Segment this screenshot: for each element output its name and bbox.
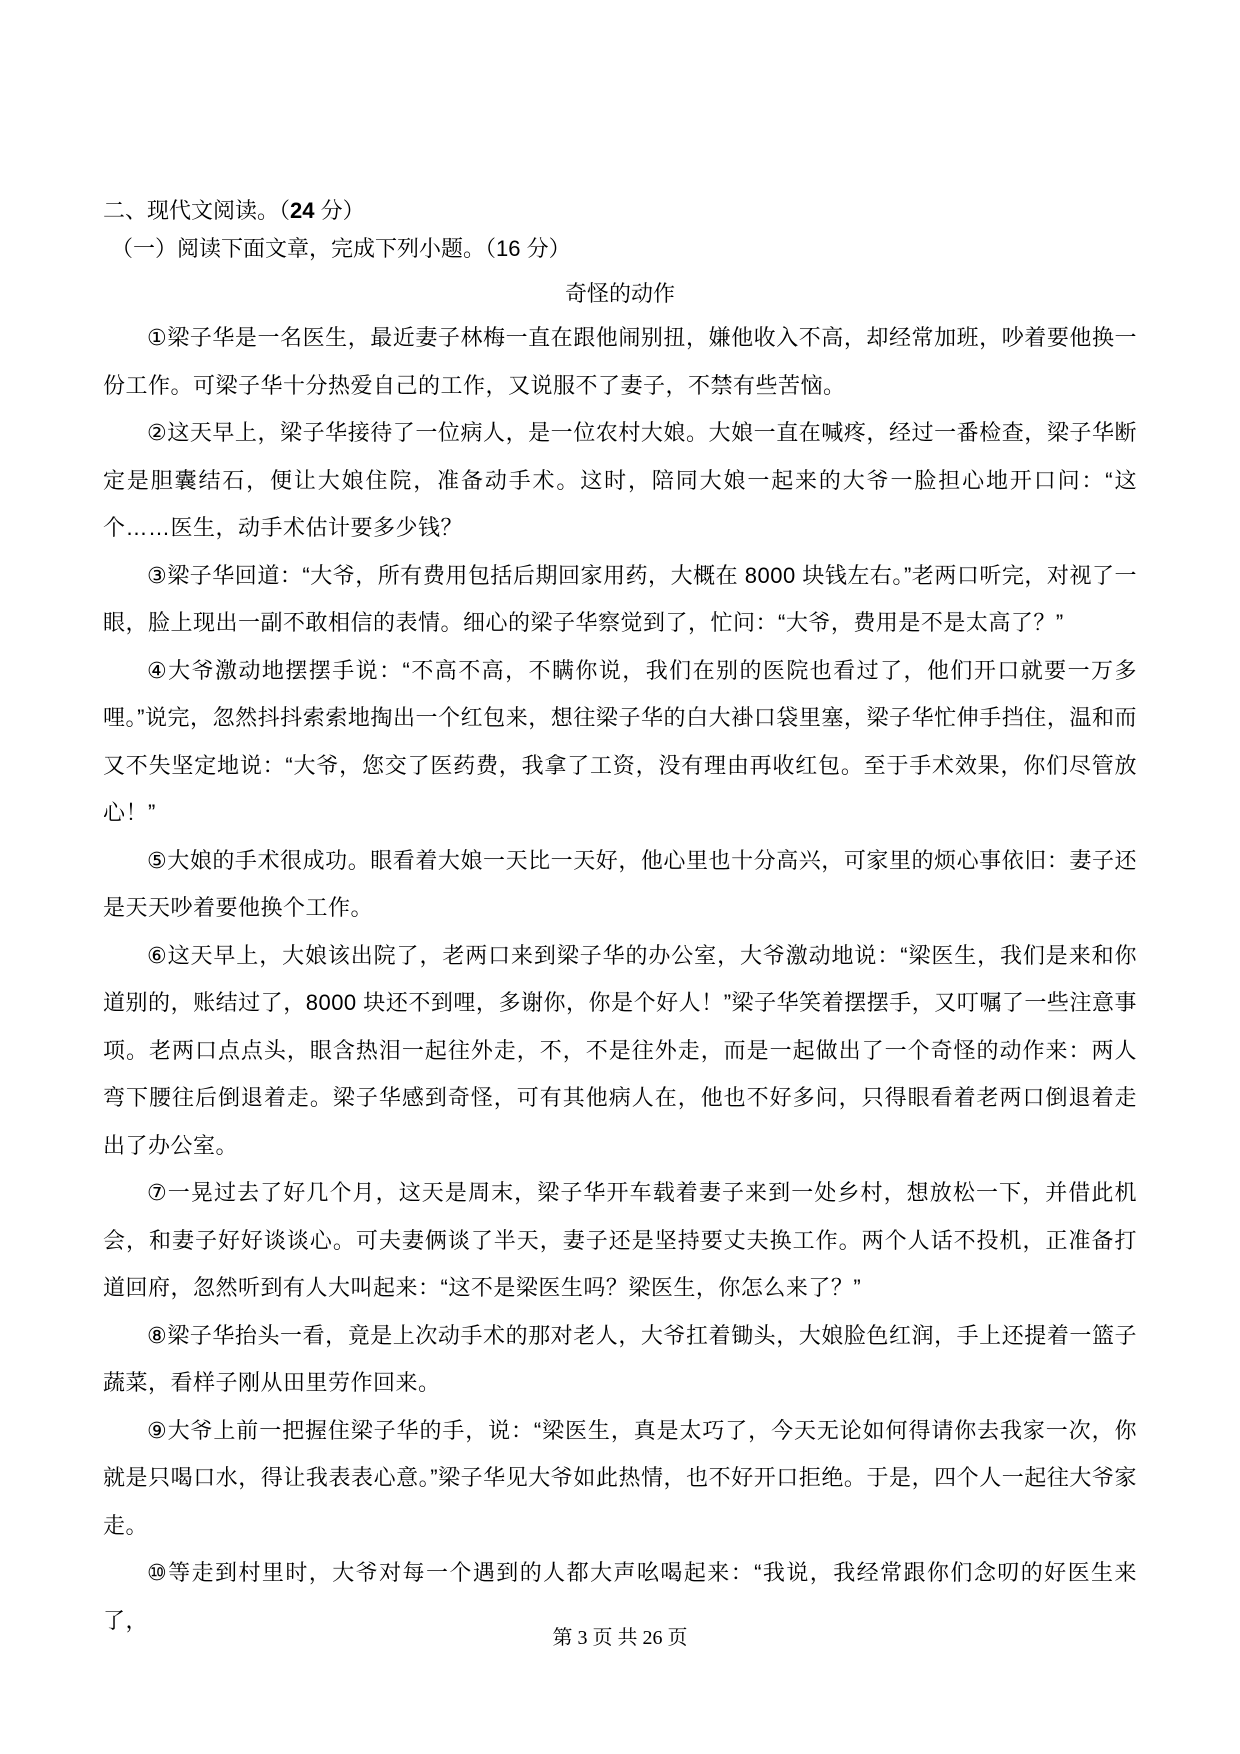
article-paragraph-3: ③梁子华回道：“大爷，所有费用包括后期回家用药，大概在 8000 块钱左右。”老两口听完，对视了一眼，脸上现出一副不敢相信的表情。细心的梁子华察觉到了，忙问：“大爷，费用是不是太高了？” bbox=[103, 562, 1137, 635]
document-content bbox=[103, 0, 1137, 1644]
article-paragraph-9: ⑨大爷上前一把握住梁子华的手，说：“梁医生，真是太巧了，今天无论如何得请你去我家一次，你就是只喝口水，得让我表表心意。”梁子华见大爷如此热情，也不好开口拒绝。于是，四个人一起往大爷家走。 bbox=[103, 1417, 1137, 1538]
article-paragraph-10: ⑩等走到村里时，大爷对每一个遇到的人都大声吆喝起来：“我说，我经常跟你们念叨的好医生来了， bbox=[103, 1560, 1137, 1633]
article-paragraph-4: ④大爷激动地摆摆手说：“不高不高，不瞒你说，我们在别的医院也看过了，他们开口就要一万多哩。”说完，忽然抖抖索索地掏出一个红包来，想往梁子华的白大褂口袋里塞，梁子华忙伸手挡住，温和而又不失坚定地说：“大爷，您交了医药费，我拿了工资，没有理由再收红包。至于手术效果，你们尽管放心！” bbox=[103, 657, 1137, 825]
subsection-heading: （一）阅读下面文章，完成下列小题。（16 分） bbox=[111, 236, 571, 261]
article-paragraph-1: ①梁子华是一名医生，最近妻子林梅一直在跟他闹别扭，嫌他收入不高，却经常加班，吵着要他换一份工作。可梁子华十分热爱自己的工作，又说服不了妻子，不禁有些苦恼。 bbox=[103, 325, 1137, 398]
article-paragraph-8: ⑧梁子华抬头一看，竟是上次动手术的那对老人，大爷扛着锄头，大娘脸色红润，手上还提着一篮子蔬菜，看样子刚从田里劳作回来。 bbox=[103, 1322, 1137, 1395]
article-paragraph-5: ⑤大娘的手术很成功。眼看着大娘一天比一天好，他心里也十分高兴，可家里的烦心事依旧：妻子还是天天吵着要他换个工作。 bbox=[103, 847, 1137, 920]
article-paragraph-7: ⑦一晃过去了好几个月，这天是周末，梁子华开车载着妻子来到一处乡村，想放松一下，并借此机会，和妻子好好谈谈心。可夫妻俩谈了半天，妻子还是坚持要丈夫换工作。两个人话不投机，正准备打道回府，忽然听到有人大叫起来：“这不是梁医生吗？梁医生，你怎么来了？” bbox=[103, 1180, 1137, 1300]
article-paragraph-2: ②这天早上，梁子华接待了一位病人，是一位农村大娘。大娘一直在喊疼，经过一番检查，梁子华断定是胆囊结石，便让大娘住院，准备动手术。这时，陪同大娘一起来的大爷一脸担心地开口问：“这个……医生，动手术估计要多少钱？ bbox=[103, 420, 1137, 540]
section-heading bbox=[103, 192, 1137, 230]
article-paragraph-6: ⑥这天早上，大娘该出院了，老两口来到梁子华的办公室，大爷激动地说：“梁医生，我们是来和你道别的，账结过了，8000 块还不到哩，多谢你，你是个好人！”梁子华笑着摆摆手，又叮嘱了一些注意事项。老两口点点头，眼含热泪一起往外走，不，不是往外走，而是一起做出了一个奇怪的动作来：两人弯下腰往后倒退着走。梁子华感到奇怪，可有其他病人在，他也不好多问，只得眼看着老两口倒退着走出了办公室。 bbox=[103, 942, 1137, 1158]
section-heading-suffix: 分） bbox=[314, 198, 365, 223]
section-score: 24 bbox=[290, 198, 315, 223]
article-title: 奇怪的动作 bbox=[564, 281, 675, 306]
section-heading-prefix: 二、现代文阅读。（ bbox=[103, 198, 291, 223]
page-footer: 第 3 页 共 26 页 bbox=[552, 1627, 688, 1649]
